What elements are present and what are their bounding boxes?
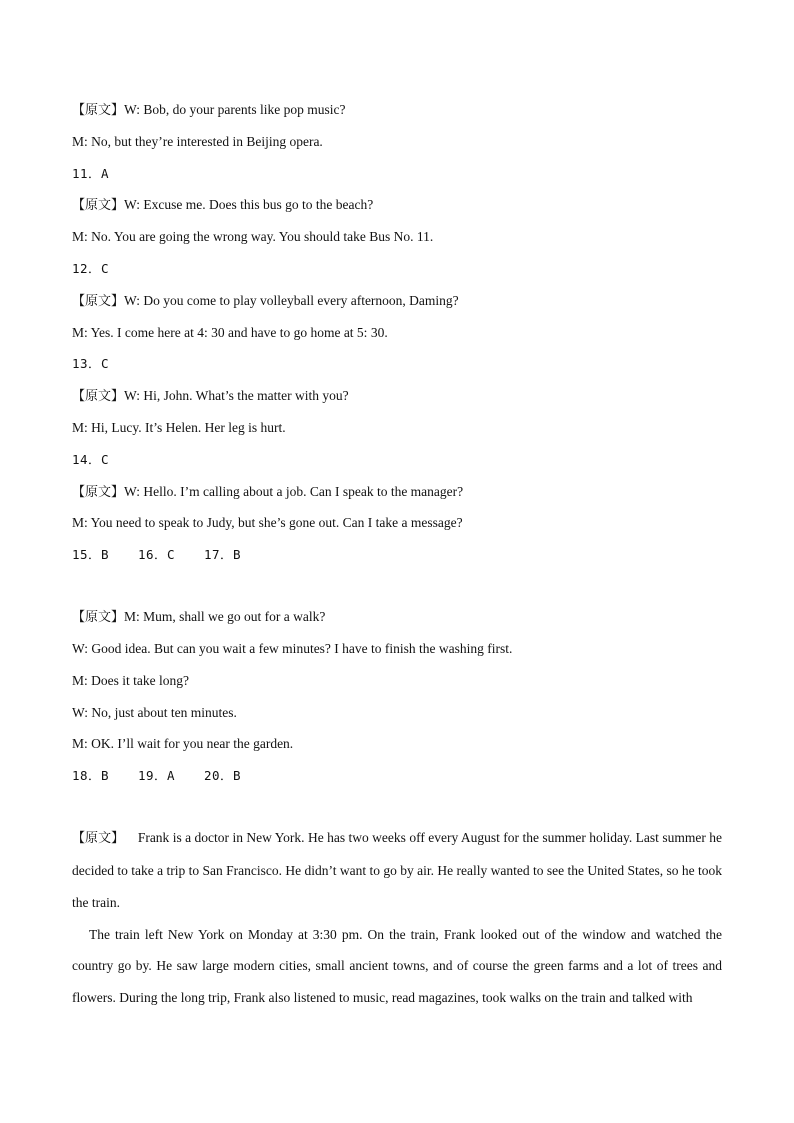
answer-line: 12．C	[72, 260, 110, 276]
dialog-line: M: No. You are going the wrong way. You should take Bus No. 11.	[72, 229, 434, 245]
dialog-line: 【原文】M: Mum, shall we go out for a walk?	[72, 609, 326, 626]
source-tag: 【原文】	[72, 103, 125, 118]
answer-line: 11．A	[72, 165, 110, 181]
answer-line: 18．B 19．A 20．B	[72, 768, 242, 784]
answer-line: 14．C	[72, 451, 110, 467]
dialog-line: M: No, but they’re interested in Beijing opera.	[72, 133, 323, 149]
dialog-line: M: Yes. I come here at 4: 30 and have to go home at 5: 30.	[72, 324, 388, 340]
passage-paragraph: 【原文】 Frank is a doctor in New York. He has two weeks off every August for the summer holiday. Last summer he decided to take a trip to San Francisco. He didn’t want to go by air. He really wanted to see the United States, so he took the train.	[72, 830, 722, 910]
dialog-line: W: No, just about ten minutes.	[72, 704, 237, 720]
dialog-line: W: Good idea. But can you wait a few minutes? I have to finish the washing first.	[72, 640, 513, 656]
source-tag: 【原文】	[72, 610, 125, 626]
dialog-line: M: You need to speak to Judy, but she’s gone out. Can I take a message?	[72, 515, 463, 531]
dialog-line: 【原文】W: Bob, do your parents like pop music?	[72, 102, 346, 118]
dialog-line: M: Hi, Lucy. It’s Helen. Her leg is hurt.	[72, 419, 286, 435]
passage-paragraph: The train left New York on Monday at 3:30 pm. On the train, Frank looked out of the window and watched the country go by. He saw large modern cities, small ancient towns, and of course the green farms and a lot of trees and flowers. During the long trip, Frank also listened to music, read magazines, took walks on the train and talked with	[72, 926, 722, 1006]
source-tag: 【原文】	[72, 389, 125, 405]
answer-line: 15．B 16．C 17．B	[72, 547, 242, 563]
dialog-line: M: Does it take long?	[72, 672, 189, 688]
dialog-line: 【原文】W: Hello. I’m calling about a job. Can I speak to the manager?	[72, 483, 464, 500]
dialog-line: 【原文】W: Hi, John. What’s the matter with you?	[72, 388, 349, 405]
answer-line: 13．C	[72, 356, 110, 372]
source-tag: 【原文】	[72, 831, 125, 847]
dialog-line: M: OK. I’ll wait for you near the garden.	[72, 736, 294, 752]
source-tag: 【原文】	[72, 293, 125, 309]
source-tag: 【原文】	[72, 484, 125, 500]
source-tag: 【原文】	[72, 198, 125, 214]
dialog-line: 【原文】W: Do you come to play volleyball every afternoon, Daming?	[72, 292, 459, 309]
dialog-line: 【原文】W: Excuse me. Does this bus go to the beach?	[72, 197, 374, 214]
document-page	[72, 100, 722, 1014]
